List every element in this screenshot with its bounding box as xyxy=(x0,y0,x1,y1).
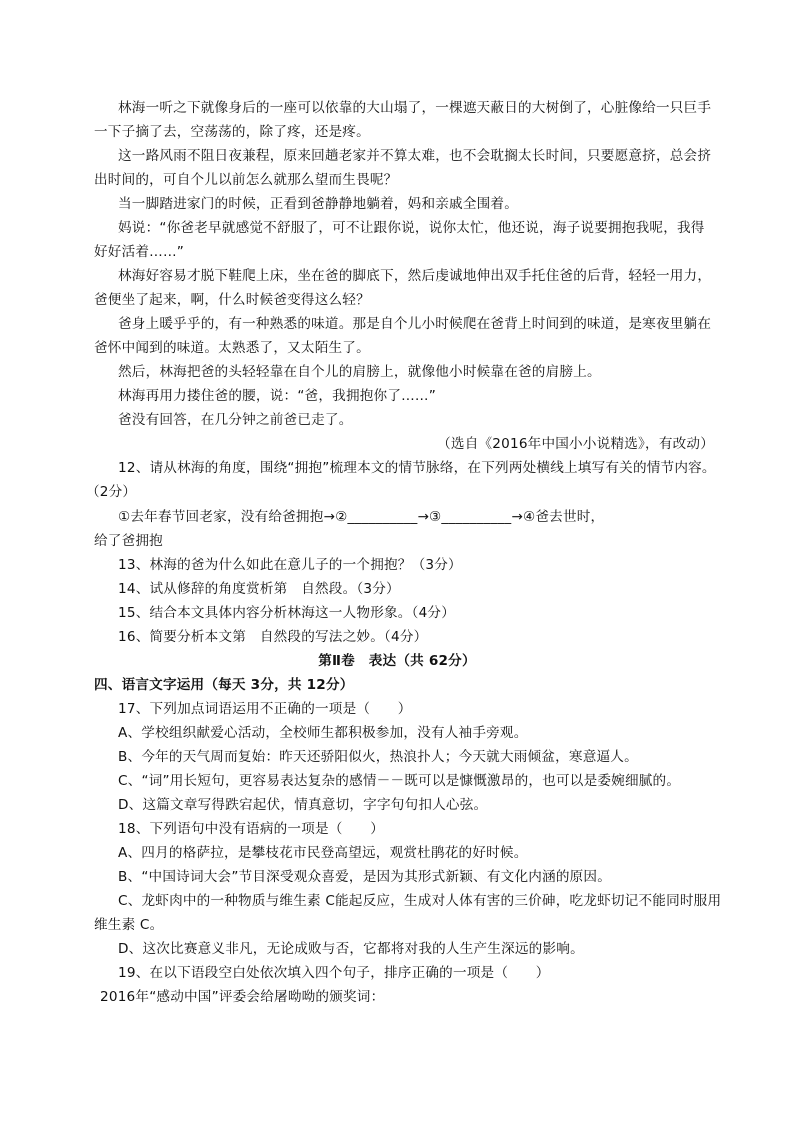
question-16: 16、简要分析本文第 自然段的写法之妙。（4分） xyxy=(118,629,428,645)
story-paragraph-6: 爸身上暖乎乎的，有一种熟悉的味道。那是自个儿小时候爬在爸背上时间到的味道，是寒夜里躺在 xyxy=(118,316,712,332)
source-citation: （选自《2016年中国小小说精选》，有改动） xyxy=(437,436,714,452)
story-paragraph-8: 林海再用力搂住爸的腰，说：“爸，我拥抱你了……” xyxy=(118,388,436,404)
question-19-intro: 2016年“感动中国”评委会给屠呦呦的颁奖词： xyxy=(100,989,385,1005)
question-14: 14、试从修辞的角度赏析第 自然段。（3分） xyxy=(118,581,400,597)
question-17-option-a: A、学校组织献爱心活动，全校师生都积极参加，没有人袖手旁观。 xyxy=(118,725,528,741)
question-15: 15、结合本文具体内容分析林海这一人物形象。（4分） xyxy=(118,605,456,621)
question-18-option-c-cont: 维生素 C。 xyxy=(94,917,164,933)
question-18-option-b: B、“中国诗词大会”节目深受观众喜爱，是因为其形式新颖、有文化内涵的原因。 xyxy=(118,869,611,885)
question-12-plot-chain-cont: 给了爸拥抱 xyxy=(94,533,163,549)
story-paragraph-5-cont: 爸便坐了起来，啊，什么时候爸变得这么轻？ xyxy=(94,292,370,308)
section-4-heading: 四、语言文字运用（每天 3分，共 12分） xyxy=(94,677,354,693)
story-paragraph-1: 林海一听之下就像身后的一座可以依靠的大山塌了，一棵遮天蔽日的大树倒了，心脏像给一只巨手 xyxy=(118,100,712,116)
question-18: 18、下列语句中没有语病的一项是（ ） xyxy=(118,821,384,837)
story-paragraph-4: 妈说：“你爸老早就感觉不舒服了，可不让跟你说，说你太忙，他还说，海子说要拥抱我呢，我得 xyxy=(118,220,705,236)
question-17-option-d: D、这篇文章写得跌宕起伏，情真意切，字字句句扣人心弦。 xyxy=(118,797,488,813)
question-13: 13、林海的爸为什么如此在意儿子的一个拥抱？（3分） xyxy=(118,557,462,573)
story-paragraph-9: 爸没有回答，在几分钟之前爸已走了。 xyxy=(118,412,353,428)
question-17: 17、下列加点词语运用不正确的一项是（ ） xyxy=(118,701,412,717)
question-17-option-c: C、“词”用长短句，更容易表达复杂的感情－－既可以是慷慨激昂的，也可以是委婉细腻的。 xyxy=(118,773,681,789)
story-paragraph-2: 这一路风雨不阻日夜兼程，原来回趟老家并不算太难，也不会耽搁太长时间，只要愿意挤，总会挤 xyxy=(118,148,712,164)
question-18-option-d: D、这次比赛意义非凡，无论成败与否，它都将对我的人生产生深远的影响。 xyxy=(118,941,584,957)
story-paragraph-6-cont: 爸怀中闻到的味道。太熟悉了，又太陌生了。 xyxy=(94,340,370,356)
question-12-score: （2分） xyxy=(86,484,137,500)
question-18-option-a: A、四月的格萨拉，是攀枝花市民登高望远，观赏杜鹃花的好时候。 xyxy=(118,845,528,861)
story-paragraph-1-cont: 一下子摘了去，空荡荡的，除了疼，还是疼。 xyxy=(94,124,370,140)
part-2-title: 第Ⅱ卷 表达（共 62分） xyxy=(318,653,476,669)
question-12: 12、请从林海的角度，围绕“拥抱”梳理本文的情节脉络，在下列两处横线上填写有关的情节内容。 xyxy=(118,460,716,476)
story-paragraph-5: 林海好容易才脱下鞋爬上床，坐在爸的脚底下，然后虔诚地伸出双手托住爸的后背，轻轻一用力， xyxy=(118,268,712,284)
story-paragraph-7: 然后，林海把爸的头轻轻靠在自个儿的肩膀上，就像他小时候靠在爸的肩膀上。 xyxy=(118,364,601,380)
story-paragraph-3: 当一脚踏进家门的时候，正看到爸静静地躺着，妈和亲戚全围着。 xyxy=(118,196,519,212)
question-19: 19、在以下语段空白处依次填入四个句子，排序正确的一项是（ ） xyxy=(118,965,550,981)
story-paragraph-2-cont: 出时间的，可自个儿以前怎么就那么望而生畏呢？ xyxy=(94,172,398,188)
question-17-option-b: B、今年的天气周而复始：昨天还骄阳似火，热浪扑人；今天就大雨倾盆，寒意逼人。 xyxy=(118,749,638,765)
story-paragraph-4-cont: 好好活着……” xyxy=(94,244,185,260)
question-18-option-c: C、龙虾肉中的一种物质与维生素 C能起反应，生成对人体有害的三价砷，吃龙虾切记不能同时服用 xyxy=(118,893,722,909)
question-12-plot-chain: ①去年春节回老家，没有给爸拥抱→②__________→③__________→④爸去世时， xyxy=(118,509,605,525)
